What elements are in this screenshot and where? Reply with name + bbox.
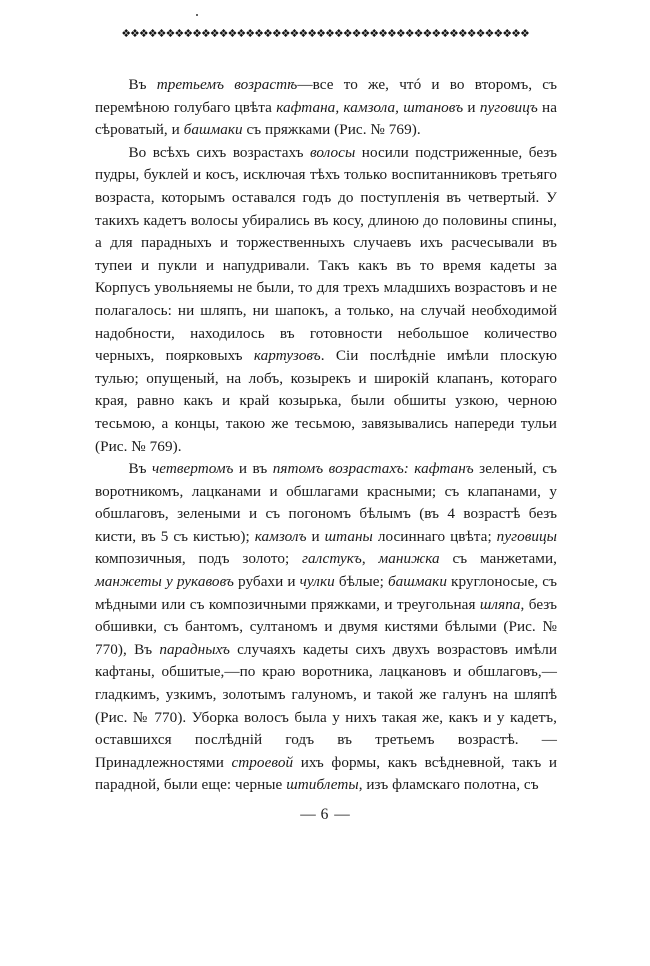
emphasis-run: манжеты у рукавовъ — [95, 573, 234, 591]
text-run: —все то же, чтó и во второмъ, съ перемѣною голубаго цвѣта — [95, 76, 557, 116]
text-run: на сѣроватый, и — [95, 98, 557, 139]
emphasis-run: шляпа — [479, 595, 521, 613]
text-run: и — [463, 98, 480, 116]
page-number — [0, 806, 650, 824]
emphasis-run: четвертомъ — [151, 460, 234, 478]
text-run: лосиннаго цвѣта; — [372, 527, 497, 545]
emphasis-run: волосы — [309, 143, 356, 161]
emphasis-run: строевой — [231, 753, 294, 771]
emphasis-run: парадныхъ — [159, 640, 230, 658]
emphasis-run: башмаки — [387, 573, 447, 591]
text-run: композичныя, подъ золото; — [95, 550, 303, 568]
text-run: съ манжетами, — [439, 550, 557, 568]
emphasis-run: штиблеты — [286, 776, 359, 794]
emphasis-run: штаны — [324, 527, 373, 545]
emphasis-run: галстукъ — [302, 550, 362, 568]
emphasis-run: третьемъ возрастѣ — [156, 76, 298, 93]
emphasis-run: камзолъ — [254, 527, 307, 545]
text-run: Въ — [128, 460, 152, 478]
text-run: Въ — [128, 76, 157, 93]
emphasis-run: кафтана, камзола, штановъ — [276, 98, 464, 116]
text-run: зеленый, съ воротникомъ, лацканами и обшлагами красными; съ клапанами, у обшлаговъ, зелеными и съ погономъ бѣлымъ (въ 4 возрастѣ безъ кисти, въ 5 съ кистью); — [95, 460, 557, 545]
text-run: , — [361, 550, 379, 568]
paragraph-1 — [95, 74, 557, 142]
text-run: Во всѣхъ сихъ возрастахъ — [128, 143, 310, 161]
text-run: ихъ формы, какъ всѣдневной, такъ и парадной, были еще: черные — [95, 753, 557, 794]
text-run: круглоносые, съ мѣдными или съ композичными пряжками, и треугольная — [95, 573, 557, 613]
page-number-dash-left: — — [300, 806, 316, 823]
text-run: носили подстриженные, безъ пудры, буклей и косъ, исключая тѣхъ только воспитанниковъ третьяго возраста, которымъ оставался годъ до поступленія въ четвертый. У такихъ кадетъ волосы убирались въ косу, длиною до половины спины, а для парадныхъ и торжественныхъ случаевъ ихъ расчесывали въ тупеи и пукли и напудривали. Такъ какъ въ то время кадеты за Корпусъ увольняемы не были, то для трехъ младшихъ возрастовъ и не полагалось: ни шляпъ, ни шапокъ, а только, на случай необходимой надобности, находилось въ готовности небольшое количество черныхъ, поярковыхъ — [95, 143, 557, 365]
header-ornament-rule — [95, 26, 555, 42]
paragraph-3 — [95, 458, 557, 797]
ornament-glyphs: ❖❖❖❖❖❖❖❖❖❖❖❖❖❖❖❖❖❖❖❖❖❖❖❖❖❖❖❖❖❖❖❖❖❖❖❖❖❖❖❖❖❖❖❖❖❖ — [121, 27, 529, 40]
text-run: , безъ обшивки, съ бантомъ, султаномъ и двумя кистями бѣлыми (Рис. № 770), Въ — [95, 595, 557, 658]
emphasis-run: пятомъ возрастахъ: кафтанъ — [272, 460, 474, 478]
page-number-value: 6 — [320, 806, 330, 823]
text-run: , изъ фламскаго полотна, съ — [358, 776, 539, 794]
text-run: съ пряжками (Рис. № 769). — [242, 121, 421, 139]
emphasis-run: пуговицъ — [479, 98, 538, 116]
emphasis-run: пуговицы — [496, 527, 557, 545]
text-run: и въ — [233, 460, 273, 478]
text-run: случаяхъ кадеты сихъ двухъ возрастовъ имѣли кафтаны, обшитые,—по краю воротника, лацкановъ и обшлаговъ,—гладкимъ, узкимъ, золотымъ галуномъ, и такой же галунъ на шляпѣ (Рис. № 770). Уборка волосъ была у нихъ такая же, какъ и у кадетъ, оставшихся послѣдній годъ въ третьемъ возрастѣ. — Принадлежностями — [95, 640, 557, 771]
text-run: рубахи и — [233, 573, 300, 591]
emphasis-run: чулки — [299, 573, 335, 591]
text-run: и — [306, 527, 325, 545]
text-run: . Сіи послѣдніе имѣли плоскую тулью; опущеный, на лобъ, козырекъ и широкій клапанъ, котораго края, равно какъ и край козырька, были обшиты узкою, черною тесьмою, а концы, такою же тесьмою, завязывались напереди тульи (Рис. № 769). — [95, 347, 557, 455]
emphasis-run: картузовъ — [253, 347, 321, 365]
paragraph-2 — [95, 142, 557, 458]
page-number-dash-right: — — [334, 806, 350, 823]
stray-speck — [196, 14, 198, 16]
text-run: бѣлые; — [334, 573, 388, 591]
emphasis-run: башмаки — [183, 121, 243, 139]
body-text-block — [95, 74, 557, 797]
emphasis-run: манижка — [378, 550, 440, 568]
